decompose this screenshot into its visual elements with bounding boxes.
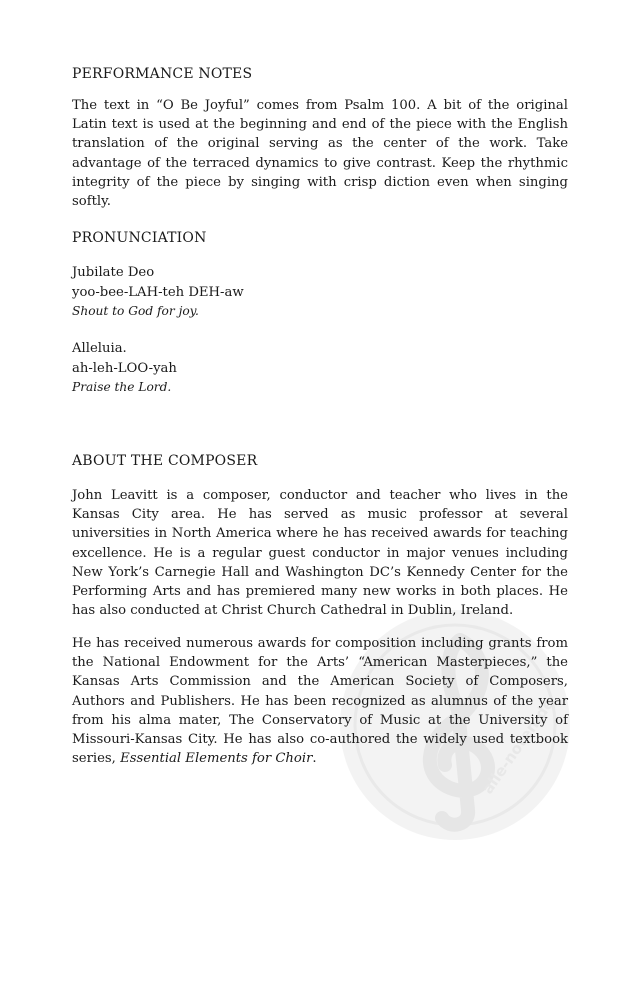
about-paragraph-2-end: .	[312, 751, 317, 767]
book-title: Essential Elements for Choir	[120, 751, 313, 767]
pronunciation-heading: PRONUNCIATION	[72, 230, 207, 246]
about-paragraph-2	[72, 634, 568, 768]
pronunciation-translation: Shout to God for joy.	[72, 304, 199, 318]
pronunciation-phonetic: ah-leh-LOO-yah	[72, 360, 177, 376]
pronunciation-latin: Jubilate Deo	[72, 265, 155, 280]
about-paragraph-1: John Leavitt is a composer, conductor and teacher who lives in the Kansas City area. He has served as music professor at several universities in North America where he has received awards for teaching excellence. He is a regular guest conductor in major venues including New York’s Carnegie Hall and Washington DC’s Kennedy Center for the Performing Arts and has premiered many new works in both places. He has also conducted at Christ Church Cathedral in Dublin, Ireland.	[72, 488, 568, 619]
about-composer-heading: ABOUT THE COMPOSER	[72, 453, 258, 469]
performance-notes-body: The text in “O Be Joyful” comes from Psalm 100. A bit of the original Latin text is used at the beginning and end of the piece with the English translation of the original serving as the center of the work. Take advantage of the terraced dynamics to give contrast. Keep the rhythmic integrity of the piece by singing with crisp diction even when singing softly.	[72, 98, 568, 210]
performance-notes-heading: PERFORMANCE NOTES	[72, 66, 253, 82]
pronunciation-translation: Praise the Lord.	[72, 380, 172, 394]
pronunciation-entry	[72, 339, 177, 398]
about-paragraph-2-text: He has received numerous awards for composition including grants from the National Endowment for the Arts’ “American Masterpieces,” the Kansas Arts Commission and the American Society of Composers, Authors and Publishers. He has been recognized as alumnus of the year from his alma mater, The Conservatory of Music at the University of Missouri-Kansas City. He has also co-authored the widely used textbook series,	[72, 636, 568, 767]
pronunciation-phonetic: yoo-bee-LAH-teh DEH-aw	[72, 284, 244, 300]
watermark-text: alle-noten.de	[478, 694, 558, 798]
pronunciation-latin: Alleluia.	[72, 341, 127, 356]
pronunciation-entry	[72, 263, 244, 322]
